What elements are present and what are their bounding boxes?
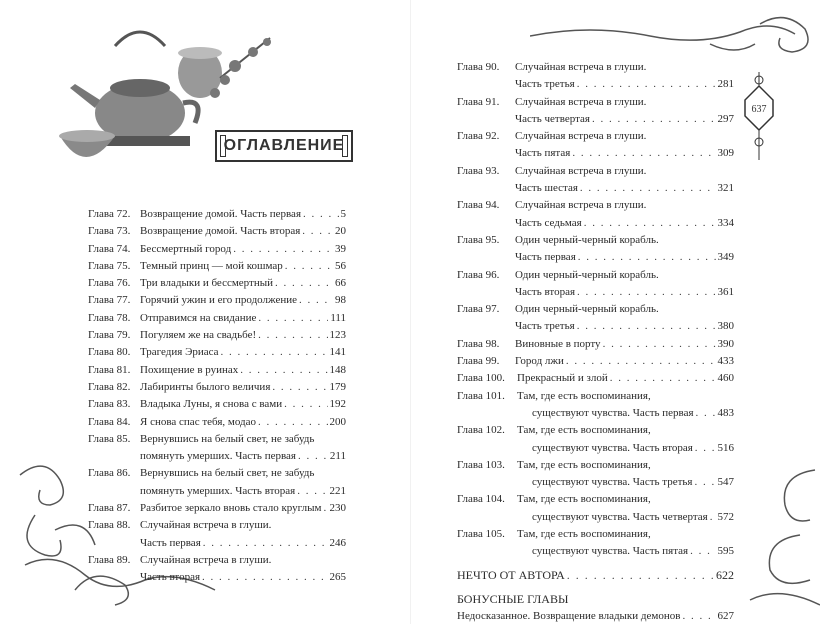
entry-number: Глава 101. xyxy=(457,389,505,402)
dot-leader xyxy=(694,474,715,491)
entry-title-line1: Случайная встреча в глуши. xyxy=(140,519,272,532)
dot-leader xyxy=(577,76,716,93)
dot-leader xyxy=(275,275,333,292)
toc-entry-author-note[interactable] xyxy=(457,567,734,584)
entry-page: 349 xyxy=(717,251,734,264)
entry-title: Часть четвертая xyxy=(515,112,590,125)
entry-line xyxy=(88,414,346,431)
entry-title: помянуть умерших. Часть первая xyxy=(140,450,296,463)
toc-entry[interactable] xyxy=(88,396,346,413)
entry-page: 200 xyxy=(329,415,346,428)
entry-number: Глава 89. xyxy=(88,553,131,566)
toc-entry[interactable] xyxy=(457,232,734,267)
entry-second-line xyxy=(457,215,734,232)
entry-first-line xyxy=(457,128,734,145)
entry-page: 361 xyxy=(717,285,734,298)
toc-entry[interactable] xyxy=(457,301,734,336)
entry-page: 483 xyxy=(717,406,734,419)
dot-leader xyxy=(710,509,716,526)
entry-page: 20 xyxy=(335,225,346,238)
toc-entry[interactable] xyxy=(457,197,734,232)
entry-title-line1: Там, где есть воспоминания, xyxy=(517,389,651,402)
entry-page: 433 xyxy=(717,355,734,368)
entry-line xyxy=(88,379,346,396)
entry-title: Возвращение домой. Часть первая xyxy=(140,208,301,220)
dot-leader xyxy=(572,145,715,162)
entry-title-line1: Вернувшись на белый свет, не забудь xyxy=(140,467,315,480)
entry-page: 148 xyxy=(329,363,346,376)
toc-entry[interactable] xyxy=(457,526,734,561)
entry-line xyxy=(88,362,346,379)
entry-page: 98 xyxy=(335,294,346,307)
entry-title: Горячий ужин и его продолжение xyxy=(140,294,297,307)
toc-entry[interactable] xyxy=(88,206,346,223)
dot-leader xyxy=(240,362,327,379)
entry-title: Разбитое зеркало вновь стало круглым xyxy=(140,502,322,515)
entry-first-line xyxy=(457,301,734,318)
entry-title: помянуть умерших. Часть вторая xyxy=(140,484,296,497)
entry-second-line xyxy=(457,405,734,422)
toc-entry[interactable] xyxy=(88,344,346,361)
entry-page: 321 xyxy=(717,182,734,195)
entry-title-line1: Один черный-черный корабль. xyxy=(515,233,659,246)
entry-first-line xyxy=(457,388,734,405)
toc-entry[interactable] xyxy=(457,94,734,129)
dot-leader xyxy=(577,284,715,301)
entry-number: Глава 99. xyxy=(457,355,500,368)
toc-entry-bonus[interactable] xyxy=(457,608,734,625)
entry-number: Глава 83. xyxy=(88,398,131,411)
toc-entry[interactable] xyxy=(88,327,346,344)
entry-page: 547 xyxy=(717,476,734,489)
entry-number: Глава 78. xyxy=(88,311,131,324)
entry-page: 221 xyxy=(329,484,346,497)
entry-number: Глава 103. xyxy=(457,458,505,471)
entry-line xyxy=(88,223,346,240)
toc-entry[interactable] xyxy=(88,241,346,258)
entry-number: Глава 90. xyxy=(457,61,500,73)
entry-page: 297 xyxy=(717,112,734,125)
entry-number: Глава 81. xyxy=(88,363,131,376)
dot-leader xyxy=(202,569,327,586)
entry-number: Глава 79. xyxy=(88,329,131,342)
entry-page: 516 xyxy=(717,441,734,454)
dot-leader xyxy=(233,241,333,258)
entry-page: 246 xyxy=(329,536,346,549)
entry-number: Глава 100. xyxy=(457,372,505,385)
entry-title-line1: Там, где есть воспоминания, xyxy=(517,458,651,471)
dot-leader xyxy=(302,223,333,240)
toc-left-column xyxy=(88,206,346,587)
entry-title-line1: Случайная встреча в глуши. xyxy=(515,95,647,108)
entry-title: Часть вторая xyxy=(140,571,201,584)
toc-entry[interactable] xyxy=(88,310,346,327)
entry-title: Похищение в руинах xyxy=(140,363,239,376)
entry-first-line xyxy=(457,457,734,474)
entry-title-line1: Случайная встреча в глуши. xyxy=(140,553,272,566)
entry-title: Владыка Луны, я снова с вами xyxy=(140,398,283,411)
entry-page: 123 xyxy=(329,329,346,342)
entry-title: Виновные в порту xyxy=(515,337,601,350)
entry-number: Глава 82. xyxy=(88,380,131,393)
entry-title: Я снова спас тебя, модао xyxy=(140,415,257,428)
entry-title: существуют чувства. Часть первая xyxy=(532,406,694,419)
entry-second-line xyxy=(457,111,734,128)
entry-number: Глава 88. xyxy=(88,519,131,532)
entry-title-line1: Случайная встреча в глуши. xyxy=(515,164,647,177)
entry-number: Глава 85. xyxy=(88,432,131,445)
entry-number: Глава 96. xyxy=(457,268,500,281)
entry-title-line1: Случайная встреча в глуши. xyxy=(515,199,647,212)
entry-first-line xyxy=(457,94,734,111)
toc-entry[interactable] xyxy=(88,500,346,517)
dot-leader xyxy=(690,543,715,560)
dot-leader xyxy=(695,440,716,457)
entry-title: Часть седьмая xyxy=(515,216,582,229)
entry-number: Глава 86. xyxy=(88,467,131,480)
entry-second-line xyxy=(457,440,734,457)
toc-entry[interactable] xyxy=(88,552,346,587)
entry-second-line xyxy=(88,535,346,552)
entry-line xyxy=(457,336,734,353)
dot-leader xyxy=(584,215,716,232)
entry-number: Глава 72. xyxy=(88,208,131,220)
toc-entry[interactable] xyxy=(457,457,734,492)
entry-title: Часть вторая xyxy=(515,285,576,298)
entry-number: Глава 92. xyxy=(457,130,500,143)
dot-leader xyxy=(297,483,327,500)
dot-leader xyxy=(592,111,716,128)
page-number-badge xyxy=(744,72,774,162)
entry-page: 179 xyxy=(329,380,346,393)
entry-title: Город лжи xyxy=(515,355,564,368)
entry-first-line xyxy=(457,197,734,214)
teapot-illustration xyxy=(55,18,285,193)
entry-title: Темный принц — мой кошмар xyxy=(140,259,283,272)
entry-number: Глава 104. xyxy=(457,493,505,506)
entry-second-line xyxy=(457,543,734,560)
entry-second-line xyxy=(88,569,346,586)
entry-title: существуют чувства. Часть четвертая xyxy=(532,510,708,523)
entry-title: Бессмертный город xyxy=(140,242,232,255)
entry-second-line xyxy=(457,509,734,526)
dot-leader xyxy=(682,608,715,625)
entry-page: 572 xyxy=(717,510,734,523)
dot-leader xyxy=(258,327,327,344)
entry-line xyxy=(88,241,346,258)
entry-first-line xyxy=(457,59,734,76)
entry-title: Трагедия Эриаса xyxy=(140,346,219,359)
entry-line xyxy=(88,206,346,223)
toc-entry[interactable] xyxy=(88,258,346,275)
dot-leader xyxy=(272,379,327,396)
entry-first-line xyxy=(88,465,346,482)
entry-title: НЕЧТО ОТ АВТОРА xyxy=(457,567,565,582)
entry-title: существуют чувства. Часть вторая xyxy=(532,441,693,454)
entry-page: 192 xyxy=(329,398,346,411)
dot-leader xyxy=(303,206,339,223)
dot-leader xyxy=(567,567,714,584)
entry-number: Глава 98. xyxy=(457,337,500,350)
toc-entry[interactable] xyxy=(457,163,734,198)
entry-title-line1: Случайная встреча в глуши. xyxy=(515,61,647,73)
entry-number: Глава 74. xyxy=(88,242,131,255)
dot-leader xyxy=(577,318,716,335)
entry-line xyxy=(88,258,346,275)
entry-title-line1: Один черный-черный корабль. xyxy=(515,303,659,316)
entry-title: Лабиринты былого величия xyxy=(140,380,271,393)
entry-title: Прекрасный и злой xyxy=(517,372,608,385)
toc-entry[interactable] xyxy=(457,267,734,302)
entry-page: 111 xyxy=(330,311,346,324)
toc-title: ОГЛАВЛЕНИЕ xyxy=(215,130,353,162)
toc-entry[interactable] xyxy=(88,465,346,500)
entry-title-line1: Случайная встреча в глуши. xyxy=(515,130,647,143)
entry-first-line xyxy=(457,491,734,508)
teapot-icon xyxy=(70,32,198,146)
entry-line xyxy=(457,370,734,387)
entry-number: Глава 76. xyxy=(88,277,131,290)
dot-leader xyxy=(299,292,333,309)
entry-title: Недосказанное. Возвращение владыки демонов xyxy=(457,609,681,622)
dot-leader xyxy=(578,249,716,266)
entry-line xyxy=(88,344,346,361)
entry-line xyxy=(457,353,734,370)
entry-second-line xyxy=(457,249,734,266)
entry-title: Часть пятая xyxy=(515,147,571,160)
toc-entry[interactable] xyxy=(457,59,734,94)
entry-number: Глава 77. xyxy=(88,294,131,307)
dot-leader xyxy=(258,414,327,431)
entry-page: 66 xyxy=(335,277,346,290)
toc-entry[interactable] xyxy=(457,491,734,526)
entry-title-line1: Там, где есть воспоминания, xyxy=(517,424,651,437)
entry-page: 39 xyxy=(335,242,346,255)
entry-first-line xyxy=(457,422,734,439)
dot-leader xyxy=(203,535,328,552)
entry-line xyxy=(88,275,346,292)
entry-number: Глава 95. xyxy=(457,233,500,246)
dot-leader xyxy=(298,448,328,465)
dot-leader xyxy=(221,344,328,361)
entry-page: 595 xyxy=(717,545,734,558)
toc-entry[interactable] xyxy=(88,292,346,309)
entry-second-line xyxy=(88,483,346,500)
entry-page: 56 xyxy=(335,259,346,272)
dot-leader xyxy=(258,310,328,327)
toc-entry[interactable] xyxy=(88,379,346,396)
entry-number: Глава 94. xyxy=(457,199,500,212)
entry-first-line xyxy=(457,267,734,284)
entry-page: 622 xyxy=(716,567,734,582)
entry-page: 309 xyxy=(717,147,734,160)
dot-leader xyxy=(285,258,333,275)
entry-title-line1: Там, где есть воспоминания, xyxy=(517,528,651,541)
entry-title-line1: Один черный-черный корабль. xyxy=(515,268,659,281)
entry-second-line xyxy=(457,318,734,335)
entry-page: 460 xyxy=(717,372,734,385)
entry-page: 230 xyxy=(329,502,346,515)
entry-title: Часть шестая xyxy=(515,182,578,195)
dot-leader xyxy=(610,370,716,387)
toc-entry[interactable] xyxy=(88,517,346,552)
entry-title: Часть первая xyxy=(140,536,201,549)
entry-page: 281 xyxy=(717,78,734,91)
entry-first-line xyxy=(457,526,734,543)
entry-title: Часть третья xyxy=(515,320,575,333)
toc-entry[interactable] xyxy=(88,362,346,379)
entry-page: 211 xyxy=(329,450,346,463)
entry-number: Глава 105. xyxy=(457,528,505,541)
entry-second-line xyxy=(457,145,734,162)
entry-second-line xyxy=(457,180,734,197)
entry-title-line1: Там, где есть воспоминания, xyxy=(517,493,651,506)
entry-first-line xyxy=(88,517,346,534)
toc-entry[interactable] xyxy=(88,431,346,466)
toc-entry[interactable] xyxy=(88,275,346,292)
entry-second-line xyxy=(457,474,734,491)
entry-number: Глава 80. xyxy=(88,346,131,359)
entry-number: Глава 87. xyxy=(88,502,131,515)
entry-number: Глава 75. xyxy=(88,259,131,272)
cloud-ornament-right xyxy=(740,460,820,620)
entry-number: Глава 91. xyxy=(457,95,500,108)
dot-leader xyxy=(580,180,716,197)
dot-leader xyxy=(603,336,716,353)
entry-first-line xyxy=(457,163,734,180)
entry-page: 380 xyxy=(717,320,734,333)
dot-leader xyxy=(284,396,327,413)
entry-first-line xyxy=(88,552,346,569)
entry-second-line xyxy=(457,284,734,301)
entry-number: Глава 102. xyxy=(457,424,505,437)
entry-number: Глава 93. xyxy=(457,164,500,177)
entry-page: 334 xyxy=(717,216,734,229)
toc-right-column xyxy=(457,59,734,625)
dot-leader xyxy=(566,353,716,370)
toc-entry[interactable] xyxy=(457,353,734,370)
entry-first-line xyxy=(457,232,734,249)
page-divider xyxy=(410,0,411,624)
toc-entry[interactable] xyxy=(457,370,734,387)
entry-line xyxy=(88,292,346,309)
entry-line xyxy=(88,500,346,517)
entry-second-line xyxy=(457,76,734,93)
entry-title: Три владыки и бессмертный xyxy=(140,277,274,290)
entry-line xyxy=(88,310,346,327)
entry-title: Возвращение домой. Часть вторая xyxy=(140,225,301,238)
dot-leader xyxy=(323,500,327,517)
cloud-ornament-top-right xyxy=(530,14,815,59)
toc-entry[interactable] xyxy=(88,414,346,431)
entry-title-line1: Вернувшись на белый свет, не забудь xyxy=(140,432,315,445)
entry-title: Погуляем же на свадьбе! xyxy=(140,329,257,342)
entry-number: Глава 97. xyxy=(457,303,500,316)
entry-page: 141 xyxy=(329,346,346,359)
entry-title: Часть первая xyxy=(515,251,576,264)
entry-page: 265 xyxy=(329,571,346,584)
entry-number: Глава 73. xyxy=(88,225,131,238)
entry-title: Отправимся на свидание xyxy=(140,311,257,324)
toc-entry[interactable] xyxy=(88,223,346,240)
toc-entry[interactable] xyxy=(457,336,734,353)
entry-page: 5 xyxy=(340,208,346,220)
entry-line xyxy=(88,327,346,344)
entry-page: 390 xyxy=(717,337,734,350)
entry-second-line xyxy=(88,448,346,465)
bonus-heading: БОНУСНЫЕ ГЛАВЫ xyxy=(457,591,569,606)
entry-page: 627 xyxy=(717,609,734,622)
page-number: 637 xyxy=(751,104,767,115)
toc-entry[interactable] xyxy=(457,422,734,457)
toc-entry[interactable] xyxy=(457,128,734,163)
entry-title: существуют чувства. Часть пятая xyxy=(532,545,689,558)
dot-leader xyxy=(696,405,716,422)
entry-title: Часть третья xyxy=(515,78,575,91)
entry-first-line xyxy=(88,431,346,448)
entry-title: существуют чувства. Часть третья xyxy=(532,476,693,489)
toc-entry[interactable] xyxy=(457,388,734,423)
entry-number: Глава 84. xyxy=(88,415,131,428)
entry-line xyxy=(88,396,346,413)
